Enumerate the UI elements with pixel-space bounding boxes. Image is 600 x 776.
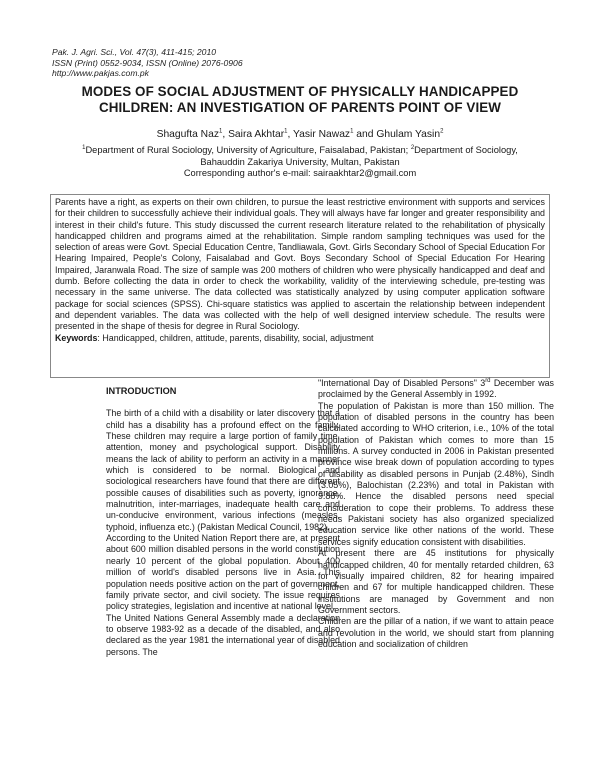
affiliation-line-1 [52, 145, 548, 157]
affiliation-mark: 2 [410, 144, 415, 151]
paragraph: According to the United Nation Report there are, at present about 600 million disabled persons in the world constitution nearly 10 percent of the global population. About 400 million of world's disabled persons live in Asia. This population needs positive action on the part of government, family private sector, and civil society. The issue requires policy strategies, legislation and incentive at national level. [106, 533, 340, 612]
affiliations [52, 145, 548, 180]
author-conjunction: and [353, 129, 377, 140]
journal-issn: ISSN (Print) 0552-9034, ISSN (Online) 2076-0906 [52, 57, 243, 68]
affiliation-mark: 1 [350, 128, 354, 135]
title-line-1: MODES OF SOCIAL ADJUSTMENT OF PHYSICALLY HANDICAPPED [81, 84, 519, 99]
section-heading: INTRODUCTION [106, 386, 177, 396]
keywords [55, 333, 545, 344]
paragraph-text: "International Day of Disabled Persons" 3 [318, 378, 486, 388]
ordinal-suffix: rd [485, 378, 491, 385]
journal-header [52, 47, 243, 79]
corresponding-email: Corresponding author's e-mail: sairaakhtar2@gmail.com [183, 168, 417, 179]
title-line-2: CHILDREN: AN INVESTIGATION OF PARENTS POINT OF VIEW [98, 100, 502, 115]
paragraph: The United Nations General Assembly made a declaration to observe 1983-92 as a decade of the disabled, and also declared as the year 1981 the international year of disabled persons. The [106, 612, 340, 657]
right-column [318, 378, 554, 650]
journal-citation: Pak. J. Agri. Sci., Vol. 47(3), 411-415; 2010 [52, 47, 217, 57]
author-name: Ghulam Yasin [376, 129, 441, 140]
journal-url[interactable]: http://www.pakjas.com.pk [52, 68, 149, 79]
paragraph [318, 378, 554, 401]
paragraph: The population of Pakistan is more than 150 million. The population of disabled persons in the country has been calculated according to WHO criterion, i.e., 10% of the total population of Pakistan which comes to more than 15 millions. A survey conducted in 2006 in Pakistan presented province wise break down of population according to types of disability as disabled persons in Punjab (2.48%), Sindh (3.05%), Balochistan (2.23%) and total in Pakistan with 9.88%. Hence the disabled persons need special consideration to cope their problems. To address these needs Pakistani society has also organized specialized education service like other nations of the world. These services signify education consistent with disabilities. [318, 400, 554, 547]
affiliation-line-2: Bahauddin Zakariya University, Multan, Pakistan [200, 156, 400, 167]
author-name: Yasir Nawaz [293, 129, 351, 140]
paragraph: At present there are 45 institutions for physically handicapped children, 40 for mentally retarded children, 63 for visually impaired children, 82 for hearing impaired children and 67 for multiple handicapped children. These institutions are managed by Government and non Government sectors. [318, 548, 554, 615]
affiliation-text: Department of Rural Sociology, University of Agriculture, Faisalabad, Pakistan; [85, 145, 411, 155]
author-list [52, 128, 548, 141]
paragraph: Children are the pillar of a nation, if we want to attain peace and revolution in the world, we should start from planning education and socialization of children [318, 616, 554, 649]
affiliation-mark: 1 [82, 144, 86, 151]
paragraph: The birth of a child with a disability or later discovery that a child has a disability has a profound effect on the family. These children may require a large portion of family time, attention, money and psychological support. Disability means the lack of ability to perform an activity in a manner which is considered to be normal. Biological and sociological researchers have found that there are different possible causes of disabilities such as poverty, ignorance, malnutrition, inter-marriages, inadequate health care and un-conducive environment, various infections (measles, typhoid, influenza etc.) (Pakistan Medical Council, 1982). [106, 408, 340, 532]
abstract [55, 197, 545, 344]
left-column [106, 386, 340, 658]
keywords-label: Keywords [55, 332, 98, 343]
affiliation-mark: 1 [218, 128, 223, 135]
author-separator: , [222, 129, 229, 140]
abstract-text: Parents have a right, as experts on their own children, to pursue the least restrictive environment with supports and services for their children to successfully achieve their individual goals. They will always have far longer and greater responsibility and interest in their child's future. This study discussed the current research literature related to the rehabilitation of physically handicapped children and programs aimed at the rehabilitation. Simple random sampling techniques was used for the selection of areas were Govt. Special Education Centre, Tandliawala, Govt. Girls Secondary School of Special Education For Hearing Impaired, People's Colony, Faisalabad and Govt. Boys Secondary School of Special Education For Hearing Impaired, Jaranwala Road. The size of sample was 200 mothers of children who were physically handicapped and deaf and dumb. Before collecting the data in order to check the workability, validity of the interviewing schedule, pre-testing was necessary in the same universe. The data collected was statistically analyzed by using computer application software package for social sciences (SPSS). Chi-square statistics was applied to ascertain the relationship between independent and dependent variables. The data was collected with the help of well designed interview schedule. The results were presented in the shape of thesis for degree in Rural Sociology. [55, 197, 545, 332]
paper-title [52, 84, 548, 116]
author-name: Saira Akhtar [228, 129, 285, 140]
author-name: Shagufta Naz [156, 129, 219, 140]
abstract-box [50, 194, 550, 378]
affiliation-mark: 2 [440, 128, 444, 135]
affiliation-text: Department of Sociology, [414, 145, 518, 155]
paragraph-text: December was proclaimed by the General Assembly in 1992. [318, 378, 554, 400]
keywords-list: : Handicapped, children, attitude, parents, disability, social, adjustment [97, 332, 374, 343]
affiliation-mark: 1 [284, 128, 288, 135]
author-separator: , [287, 129, 294, 140]
